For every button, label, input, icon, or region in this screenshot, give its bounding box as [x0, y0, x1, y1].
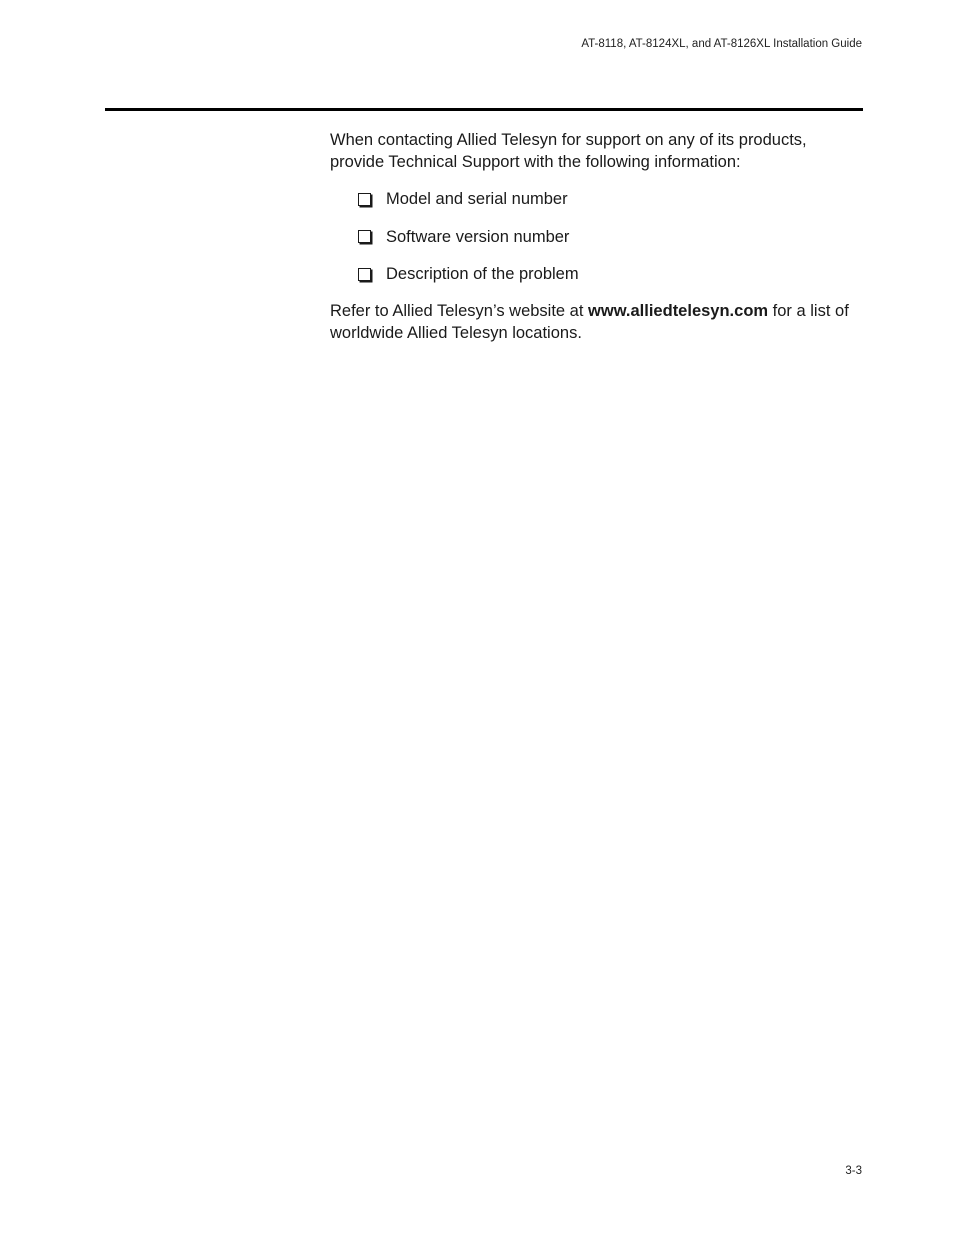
info-checklist — [330, 188, 865, 285]
list-item — [358, 263, 865, 285]
website-url: www.alliedtelesyn.com — [588, 302, 769, 320]
website-text-before: Refer to Allied Telesyn’s website at — [330, 302, 589, 320]
checkbox-icon — [358, 193, 371, 206]
main-content — [330, 129, 865, 344]
list-item-label: Model and serial number — [386, 190, 568, 208]
checkbox-icon — [358, 268, 371, 281]
list-item-label: Description of the problem — [386, 265, 579, 283]
list-item — [358, 226, 865, 248]
intro-paragraph: When contacting Allied Telesyn for support on any of its products, provide Technical Support with the following information: — [330, 131, 807, 171]
website-text-after: for a list of worldwide Allied Telesyn locations. — [330, 302, 849, 342]
page-number: 3-3 — [845, 1165, 862, 1177]
checkbox-icon — [358, 230, 371, 243]
list-item — [358, 188, 865, 210]
list-item-label: Software version number — [386, 227, 570, 246]
website-paragraph — [330, 300, 865, 344]
running-header: AT-8118, AT-8124XL, and AT-8126XL Installation Guide — [581, 38, 862, 50]
header-rule — [105, 108, 863, 111]
